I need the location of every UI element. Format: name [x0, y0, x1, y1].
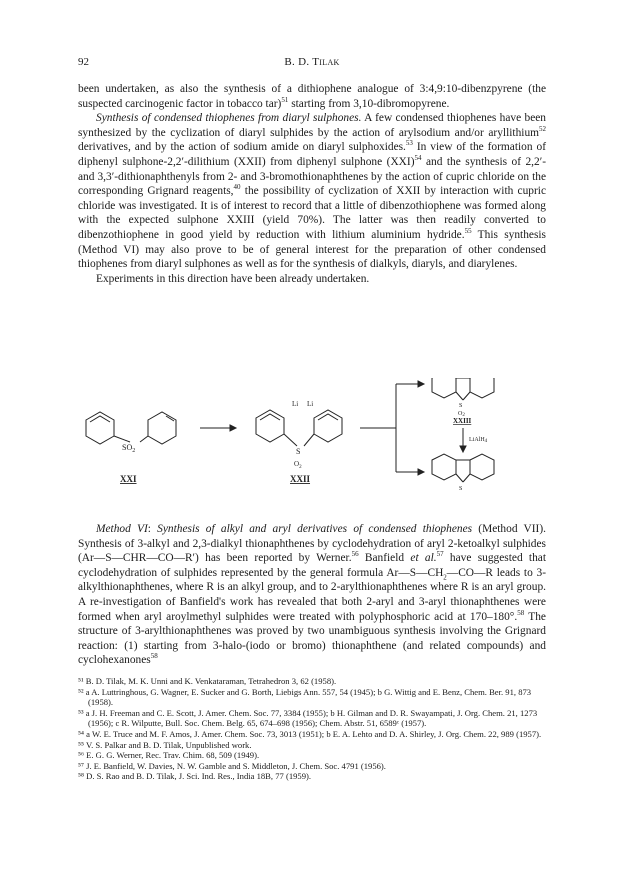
method-title: Synthesis of alkyl and aryl derivatives of condensed thiophenes	[157, 523, 473, 535]
running-head: B. D. Tilak	[284, 56, 340, 68]
page-number: 92	[78, 56, 89, 68]
footnote: ⁵⁷ J. E. Banfield, W. Davies, N. W. Gamble and S. Middleton, J. Chem. Soc. 4791 (1956).	[78, 760, 386, 771]
svg-text:Li: Li	[292, 400, 299, 408]
svg-text:S: S	[296, 447, 301, 456]
footnote: ⁵⁶ E. G. G. Werner, Rec. Trav. Chim. 68, 509 (1949).	[78, 750, 260, 761]
compound-xxii	[256, 400, 342, 484]
footnote: ⁵⁵ V. S. Palkar and B. D. Tilak, Unpublished work.	[78, 739, 252, 750]
label-xxii: XXII	[290, 474, 311, 484]
svg-text:O2: $O_2$	[294, 460, 302, 470]
section-title: Synthesis of condensed thiophenes from diaryl sulphones.	[96, 112, 362, 125]
footnote: ⁵⁴ a W. E. Truce and M. F. Amos, J. Amer. Chem. Soc. 73, 3013 (1951); b E. A. Lehto and D. A. Shirley, J. Org. Chem. 22, 989 (1957).	[78, 728, 542, 739]
footnote: ⁵¹ B. D. Tilak, M. K. Unni and K. Venkataraman, Tetrahedron 3, 62 (1958).	[78, 676, 337, 686]
svg-text:Li: Li	[307, 400, 314, 408]
footnotes	[78, 676, 546, 782]
svg-text:O2: O2	[458, 411, 465, 418]
paragraph-method-vi: Method VI: Synthesis of alkyl and aryl derivatives of condensed thiophenes (Method VII). Synthesis of 3-alkyl and 2,3-dialkyl thionaphthenes by cyclodehydration of aryl 2-ketoalkyl sulphides (Ar—S—CHR—CO—R′) has been reported by Werner.$^{56}$ Banfield et al.$^{57}$ have suggested that cyclodehydration of sulphides represented by the general formula $Ar—S—CH_2—CO—R$ leads to 3-alkylthionaphthenes, where R is an alkyl group, and to 2-arylthionaphthenes where R is an aryl group. A re-investigation of Banfield's work has revealed that both 2-aryl and 3-aryl thionaphthenes were formed when aryl aroylmethyl sulphides were treated with polyphosphoric acid at 170–180°.$^{58}$ The structure of 3-arylthionaphthenes was proved by two unambiguous synthesis involving the Grignard reaction: (1) starting from 3-halo-(iodo or bromo) thionaphthene (and related compounds) and cyclohexanones$^{58}$	[78, 523, 547, 667]
label-xxi: XXI	[120, 474, 137, 484]
footnote: ⁵² a A. Luttringhous, G. Wagner, E. Sucker and G. Borth, Liebigs Ann. 557, 54 (1945); b G. Wittig and E. Benz, Chem. Ber. 91, 873 (1958).	[78, 686, 532, 708]
page-header	[78, 56, 546, 72]
body-text-lower	[78, 522, 546, 668]
paragraph-experiments: Experiments in this direction have been already undertaken.	[96, 272, 370, 285]
label-xxiii: XXIII	[453, 417, 472, 425]
reagent-label: LiAlH4	[469, 437, 488, 444]
compound-xxiii	[432, 378, 494, 425]
footnote: ⁵³ a J. H. Freeman and C. E. Scott, J. Amer. Chem. Soc. 77, 3384 (1955); b H. Gilman and D. R. Swayampati, J. Org. Chem. 21, 1273 (1956); c R. Wilputte, Bull. Soc. Chem. Belg. 65, 674–698 (1956); Chem. Abstr. 51, 6589ᶜ (1957).	[78, 707, 538, 729]
paragraph-diaryl-sulphones: Synthesis of condensed thiophenes from diaryl sulphones. A few condensed thiophenes have been synthesized by the cyclization of diaryl sulphides by the action of arylsodium and/or aryllithium$^{52}$ derivatives, and by the action of sodium amide on diaryl sulphoxides.$^{53}$ In view of the formation of diphenyl sulphone-2,2′-dilithium (XXII) from diphenyl sulphone (XXI)$^{54}$ and the synthesis of 2,2′- and 3,3′-dithionaphthenyls from 2- and 3-bromothionaphthenes by the action of cupric chloride on the corresponding Grignard reagents,$^{40}$ the possibility of cyclization of XXII by interaction with cupric chloride was investigated. It is of interest to record that a little of dibenzothiophene was formed along with the expected sulphone XXIII (yield 70%). The latter was then readily converted to dibenzothiophene in good yield by reduction with lithium aluminium hydride.$^{55}$ This synthesis (Method VI) may also prove to be of general interest for the preparation of other condensed thiophenes from diaryl sulphones as well as for the synthesis of dialkyls, diaryls, and diarylenes.	[78, 112, 547, 271]
method-label: Method VI	[96, 523, 148, 535]
compound-xxi	[86, 412, 176, 484]
body-text-upper	[78, 82, 546, 286]
footnote: ⁵⁸ D. S. Rao and B. D. Tilak, J. Sci. Ind. Res., India 18B, 77 (1959).	[78, 771, 312, 782]
svg-text:SO2: $SO_2$	[122, 443, 136, 454]
svg-text:S: S	[459, 486, 463, 492]
svg-text:S: S	[459, 403, 463, 409]
reaction-scheme	[78, 378, 546, 498]
compound-dibenzothiophene	[432, 454, 494, 492]
paragraph-continuation: been undertaken, as also the synthesis of a dithiophene analogue of 3:4,9:10-dibenzpyrene (the suspected carcinogenic factor in tobacco tar)$^{51}$ starting from 3,10-dibromopyrene.	[78, 83, 546, 110]
